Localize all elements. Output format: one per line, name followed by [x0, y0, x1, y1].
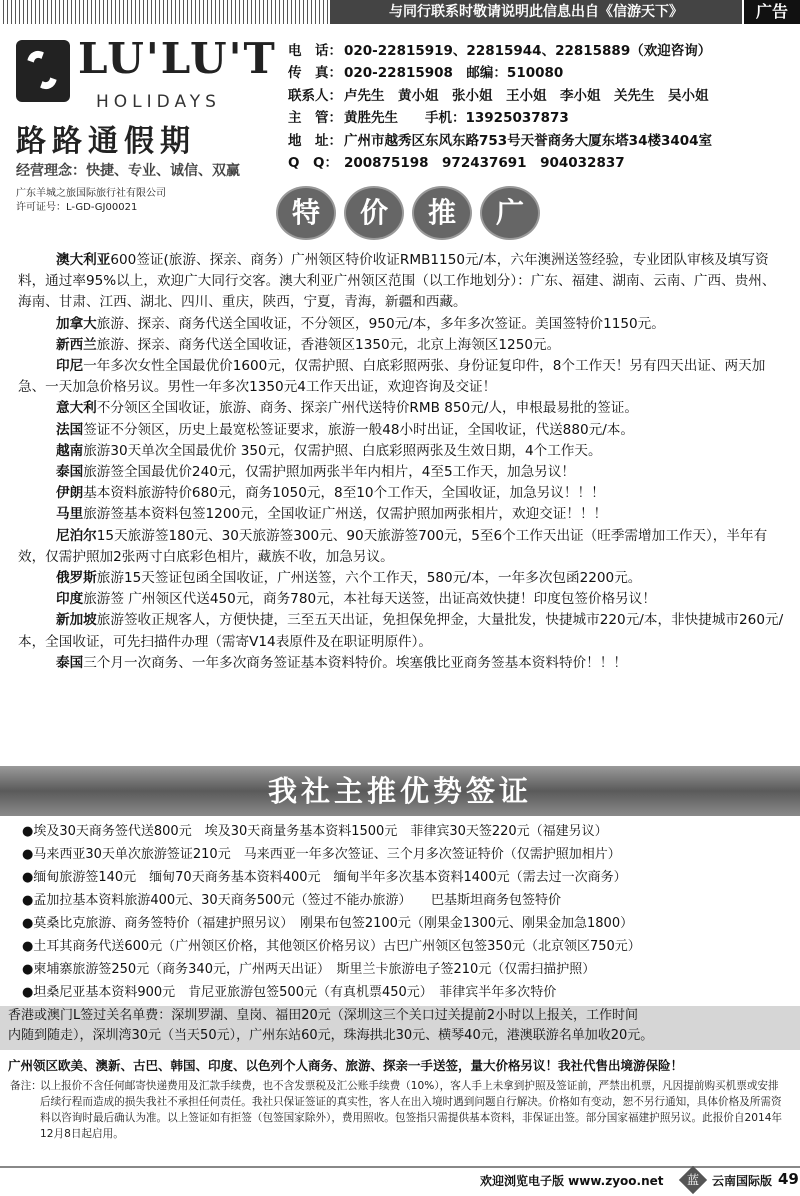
business-philosophy: 经营理念：快捷、专业、诚信、双赢	[16, 163, 240, 179]
title-char: 推	[414, 188, 470, 238]
contact-row: 电 话： 020-22815919、22815944、22815889（欢迎咨询）	[288, 43, 712, 59]
contact-row: Q Q： 200875198 972437691 904032837	[288, 154, 625, 171]
special-promo-title	[228, 188, 588, 240]
promo-item	[18, 568, 784, 589]
promo-country: 泰国	[56, 654, 84, 671]
promo-item	[18, 589, 784, 610]
visa-row: ●埃及30天商务签代送800元 埃及30天商量务基本资料1500元 菲律宾30天签220元（福建另议）	[22, 824, 608, 839]
promo-item	[18, 335, 784, 356]
promo-text: 600签证(旅游、探亲、商务）广州领区特价收证RMB1150元/本，六年澳洲送签经验，专业团队审核及填写资料，通过率95%以上，欢迎广大同行交客。澳大利亚广州领区范围（以工作地划分）：广东、福建、湖南、云南、广西、贵州、海南、甘肃、江西、湖北、四川、重庆，陕西，宁夏，青海，新疆和西藏。	[18, 252, 776, 311]
promo-item	[18, 610, 784, 652]
promo-item	[18, 441, 784, 462]
promo-text: 旅游、探亲、商务代送全国收证，香港领区1350元，北京上海领区1250元。	[96, 336, 561, 353]
promo-text: 旅游签 广州领区代送450元，商务780元，本社每天送签，出证高效快捷！印度包签价格另议！	[83, 591, 656, 608]
hk-line-1: 香港或澳门L签过关名单费：深圳罗湖、皇岗、福田20元（深圳这三个关口过关提前2小时以上报关，工作时间	[8, 1008, 639, 1023]
title-char: 广	[482, 188, 538, 238]
promo-country: 意大利	[56, 400, 97, 417]
promo-text: 旅游签全国最优价240元，仅需护照加两张半年内相片，4至5工作天，加急另议！	[83, 464, 576, 481]
source-notice: 与同行联系时敬请说明此信息出自《信游天下》	[330, 0, 742, 24]
contact-row: 传 真： 020-22815908 邮编：510080	[288, 65, 564, 82]
promo-text: 旅游15天签证包函全国收证，广州送签，六个工作天，580元/本，一年多次包函2200元。	[96, 570, 642, 587]
promo-country: 澳大利亚	[56, 252, 111, 268]
visa-row: ●马来西亚30天单次旅游签证210元 马来西亚一年多次签证、三个月多次签证特价（仅需护照加相片）	[22, 847, 621, 862]
contact-row: 地 址： 广州市越秀区东风东路753号天誉商务大厦东塔34楼3404室	[288, 132, 713, 149]
promo-country: 法国	[56, 421, 84, 438]
promo-text: 旅游30天单次全国最优价 350元，仅需护照、白底彩照两张及生效日期，4个工作天。	[83, 442, 602, 459]
promo-item	[18, 398, 784, 419]
brand-name: LU'LU'T	[78, 34, 277, 83]
page-footer	[0, 1166, 800, 1195]
e-edition-link[interactable]: 欢迎浏览电子版 www.zyoo.net	[480, 1174, 664, 1188]
remarks-label: 备注：	[10, 1080, 42, 1092]
ad-label: 广告	[744, 0, 800, 24]
promo-text: 旅游签收正规客人，方便快捷，三至五天出证，免担保免押金，大量批发，快捷城市220元/本，非快捷城市260元/本，全国收证，可先扫描件办理（需寄V14表原件及在职证明原件）。	[18, 612, 784, 650]
license-number: 许可证号：L-GD-GJ00021	[16, 202, 138, 213]
edition-name: 云南国际版	[712, 1174, 773, 1188]
visa-row: ●柬埔寨旅游签250元（商务340元，广州两天出证） 斯里兰卡旅游电子签210元（仅需扫描护照）	[22, 962, 596, 977]
contact-row: 联系人： 卢先生 黄小姐 张小姐 王小姐 李小姐 关先生 吴小姐	[288, 87, 709, 104]
promo-item	[18, 526, 784, 568]
guangzhou-consulate-note: 广州领区欧美、澳新、古巴、韩国、印度、以色列个人商务、旅游、探亲一手送签，量大价格另议！我社代售出境游保险！	[8, 1058, 684, 1073]
edition-badge-icon: 蓝	[679, 1166, 707, 1194]
visa-row: ●坦桑尼亚基本资料900元 肯尼亚旅游包签500元（有真机票450元） 菲律宾半年多次特价	[22, 985, 557, 1000]
promo-item	[18, 250, 784, 314]
promo-text: 旅游签基本资料包签1200元，全国收证广州送，仅需护照加两张相片，欢迎交证！！！	[83, 506, 608, 523]
visa-row: ●莫桑比克旅游、商务签特价（福建护照另议） 刚果布包签2100元（刚果金1300元、刚果金加急1800）	[22, 916, 634, 931]
promo-item	[18, 420, 784, 441]
brand-subtitle: HOLIDAYS	[96, 92, 221, 112]
title-char: 价	[346, 188, 402, 238]
promo-country: 加拿大	[56, 315, 97, 332]
contact-row: 主 管： 黄胜先生 手机：13925037873	[288, 110, 569, 127]
promo-text: 一年多次女性全国最优价1600元，仅需护照、白底彩照两张、身份证复印件，8个工作天！另有四天出证、两天加急、一天加急价格另议。男性一年多次1350元4工作天出证，欢迎咨询及交证！	[18, 358, 766, 396]
featured-visa-list	[22, 820, 792, 1004]
page-number: 49	[778, 1170, 799, 1188]
promo-item	[18, 314, 784, 335]
chinese-brand-name: 路路通假期	[16, 124, 196, 159]
banner-stripes	[0, 0, 330, 24]
promo-country: 泰国	[56, 464, 84, 481]
featured-visas-title: 我社主推优势签证	[0, 766, 800, 816]
hk-macau-pass-fees	[0, 1006, 800, 1050]
corporate-name: 广东羊城之旅国际旅行社有限公司	[16, 188, 166, 199]
visa-row: ●土耳其商务代送600元（广州领区价格，其他领区价格另议）古巴广州领区包签350元（北京领区750元）	[22, 939, 641, 954]
promo-item	[18, 462, 784, 483]
title-char: 特	[278, 188, 334, 238]
promo-item	[18, 504, 784, 525]
visa-row: ●孟加拉基本资料旅游400元、30天商务500元（签过不能办旅游） 巴基斯坦商务包签特价	[22, 893, 562, 908]
promo-text: 签证不分领区，历史上最宽松签证要求，旅游一般48小时出证，全国收证，代送880元/本。	[83, 421, 634, 438]
visa-row: ●缅甸旅游签140元 缅甸70天商务基本资料400元 缅甸半年多次基本资料1400元（需去过一次商务）	[22, 870, 627, 885]
logo-mark-icon	[16, 40, 70, 102]
promo-text: 三个月一次商务、一年多次商务签证基本资料特价。埃塞俄比亚商务签基本资料特价！！！	[83, 654, 627, 671]
remarks	[10, 1078, 788, 1142]
contact-info	[288, 40, 794, 174]
top-banner	[0, 0, 800, 24]
promo-country: 伊朗	[56, 485, 84, 502]
promo-country: 新西兰	[56, 336, 97, 353]
promo-item	[18, 653, 784, 674]
hk-line-2: 内随到随走），深圳湾30元（当天50元），广州东站60元，珠海拱北30元、横琴40元，港澳联游名单加收20元。	[8, 1028, 654, 1043]
promo-country: 新加坡	[56, 612, 97, 629]
promo-text: 不分领区全国收证，旅游、商务、探亲广州代送特价RMB 850元/人，申根最易批的签证。	[96, 400, 638, 417]
promo-country: 马里	[56, 506, 84, 523]
promo-country: 越南	[56, 442, 84, 459]
promo-item	[18, 356, 784, 398]
promo-text: 基本资料旅游特价680元，商务1050元，8至10个工作天，全国收证，加急另议！！！	[83, 485, 605, 502]
promo-country: 印度	[56, 591, 84, 608]
promo-text: 旅游、探亲、商务代送全国收证，不分领区，950元/本，多年多次签证。美国签特价1150元。	[96, 315, 665, 332]
promo-list	[18, 250, 784, 674]
promo-country: 尼泊尔	[56, 527, 97, 544]
promo-item	[18, 483, 784, 504]
promo-country: 印尼	[56, 358, 84, 375]
remarks-text: 以上报价不含任何邮寄快递费用及汇款手续费，也不含发票税及汇公账手续费（10%），客人手上未拿到护照及签证前，严禁出机票，凡因提前购买机票或安排后续行程而造成的损失我社不承担任何责任。我社只保证签证的真实性，客人在出入境时遇到问题自行解决。价格如有变动，恕不另行通知，具体价格及所需资料以咨询时最后确认为准。以上签证如有拒签（包签国家除外），费用照收。包签指只需提供基本资料，非保证出签。部分国家福建护照另议。此报价自2014年12月8日起启用。	[40, 1080, 783, 1140]
promo-country: 俄罗斯	[56, 570, 97, 587]
promo-text: 15天旅游签180元、30天旅游签300元、90天旅游签700元，5至6个工作天出证（旺季需增加工作天），半年有效，仅需护照加2张两寸白底彩色相片，藏族不收，加急另议。	[18, 527, 768, 565]
